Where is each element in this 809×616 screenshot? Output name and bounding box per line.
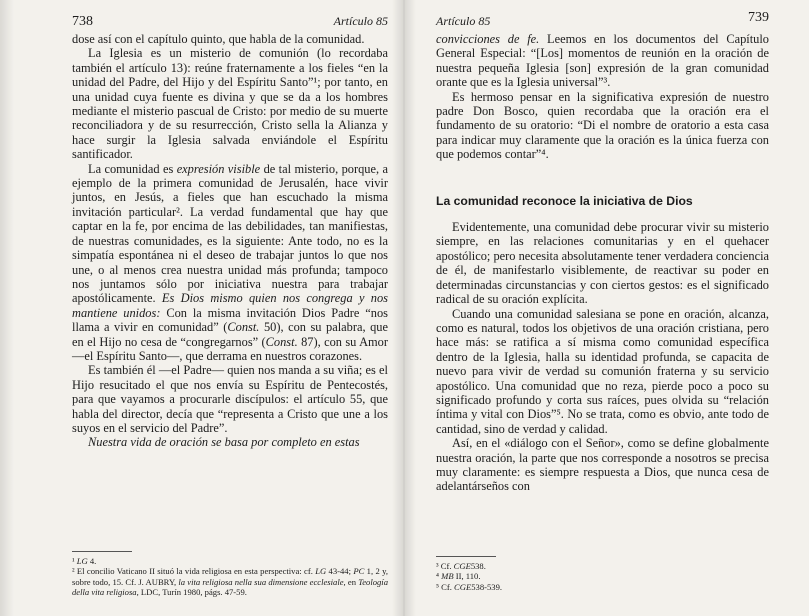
right-page <box>404 0 809 616</box>
paragraph: Evidentemente, una comunidad debe procurar vivir su misterio siempre, en las relaciones comunitarias y en el quehacer apostólico; pero necesita absolutamente tener verdadera conciencia de él, de manifestarlo visiblemente, de reactivar su poder en determinadas circunstancias y con ciertos gestos: es el significado radical de su oración explícita. <box>436 220 770 307</box>
paragraph: Así, en el «diálogo con el Señor», como se define globalmente nuestra oración, la parte que nos corresponde a nosotros se precisa muy claramente: es siempre respuesta a Dios, que nunca cesa de adelantárseños con <box>436 436 769 494</box>
work-title: la vita religiosa nella sua dimensione ecclesiale <box>178 576 344 587</box>
text-run: de tal misterio, porque, a ejemplo de la primera comunidad de Jerusalén, hace vivir juntos, en Jesús, a fieles que han escuchado la misma invitación particular². La verdad fundamental que hay que captar en la fe, por encima de las debilidades, tan manifiestas, de nuestras comunidades, es la siguiente: Ante todo, no es la simpatía espontánea ni el deseo de trabajar juntos lo que nos une, o al menos crea nuestra unidad más profunda; tampoco nos juntamos sólo por iniciativa nuestra para trabajar apostólicamente. <box>72 161 388 306</box>
footnote-divider <box>436 556 496 557</box>
text-run: 87), con su Amor —el Espíritu Santo—, que derrama en nuestros corazones. <box>72 334 388 363</box>
citation: PC <box>353 566 365 577</box>
footnote-mark: ¹ <box>72 556 75 566</box>
left-footnotes <box>72 551 388 598</box>
footnote <box>436 571 769 581</box>
text-run: La comunidad es <box>88 161 177 176</box>
text-run: Leemos en los documentos del Capítulo General Especial: “[Los] momentos de reunión en la oración de nuestra pequeña Iglesia [son] expresión de la gran comunidad orante que es la Iglesia universal”³. <box>436 32 769 90</box>
footnote-mark: ³ <box>436 561 439 571</box>
left-running-head <box>72 10 388 32</box>
paragraph: dose así con el capítulo quinto, que habla de la comunidad. <box>72 32 365 46</box>
footnote-text: Cf. <box>439 581 455 592</box>
footnote-text: Cf. <box>438 561 454 571</box>
footnote <box>72 566 388 597</box>
paragraph: Cuando una comunidad salesiana se pone en oración, alcanza, como es natural, todos los objetivos de una oración cristiana, pero hace más: se ratifica a sí misma como comunidad específica dentro de la Iglesia, halla su identidad profunda, se capacita de nuevo para vivir de verdad su comunión fraterna y su servicio apostólico. Una comunidad que no reza, pierde poco a poco su significado profundo y corta sus raíces, pues olvida su “relación íntima y vital con Dios”⁵. No se trata, como es obvio, ante todo de cantidad, sino de verdad y calidad. <box>436 306 769 436</box>
footnote-text: , LDC, Turín 1980, págs. 47-59. <box>136 587 247 598</box>
work-title: Teología della vita religiosa <box>72 576 388 598</box>
right-page-number: 739 <box>748 10 769 25</box>
footnote-text: El concilio Vaticano II situó la vida religiosa en esta perspectiva: cf. <box>74 566 316 577</box>
footnote-divider <box>72 551 132 552</box>
paragraph <box>72 162 388 364</box>
paragraph: Es también él —el Padre— quien nos manda a su viña; es el Hijo resucitado el que nos envía su Espíritu de Pentecostés, para que vayamos a procurarle discípulos: el artículo 55, que habla del director, decía que “representa a Cristo que une a los suyos en el servicio del Padre”. <box>72 363 388 435</box>
section-heading: La comunidad reconoce la iniciativa de Dios <box>436 193 693 208</box>
footnote-text: 4. <box>87 556 97 566</box>
footnote <box>436 561 769 571</box>
footnote <box>72 556 388 566</box>
emphasis: expresión visible <box>176 161 261 176</box>
citation: CGE <box>454 581 472 592</box>
citation: LG <box>315 566 327 577</box>
paragraph <box>436 32 769 90</box>
footnote-text: 1, 2 y, sobre todo, 15. Cf. J. AUBRY, <box>72 566 389 587</box>
citation: MB <box>441 571 454 582</box>
footnote-mark: ⁴ <box>436 571 439 582</box>
footnote <box>436 582 769 592</box>
citation: Const. <box>265 334 298 349</box>
paragraph: La Iglesia es un misterio de comunión (lo recordaba también el artículo 13): reúne fraternamente a los fieles “en la unidad del Padre, del Hijo y del Espíritu Santo”¹; por tanto, en una unidad cuya fuente es divina y que se da a los hombres mediante el misterio pascual de Cristo: por medio de su muerte reconciliadora y de su resurrección, Cristo sella la Alianza y hace surgir la Iglesia salvada enviándole el Espíritu santificador. <box>72 46 388 162</box>
paragraph <box>72 435 388 449</box>
text-run: Con la misma invitación Dios Padre “nos llama a vivir en comunidad” ( <box>72 305 388 335</box>
emphasis: convicciones de fe. <box>436 32 540 46</box>
footnote-mark: ⁵ <box>436 581 439 592</box>
paragraph: Es hermoso pensar en la significativa expresión de nuestro padre Don Bosco, quien recordaba que la oración era el fundamento de su oratorio: “Di el nombre de oratorio a esta casa para indicar muy claramente que la oración es la única fuerza con que podemos contar”⁴. <box>436 89 769 162</box>
citation: CGE <box>453 561 471 571</box>
left-running-title: Artículo 85 <box>333 14 388 28</box>
text-run: 50), con su palabra, que en el Hijo no cesa de “congregarnos” ( <box>72 320 388 349</box>
citation: Const. <box>227 320 260 335</box>
left-body-text <box>72 32 388 450</box>
right-running-title: Artículo 85 <box>436 14 491 28</box>
left-page <box>0 0 404 616</box>
footnote-text: , en <box>343 576 359 587</box>
right-running-head <box>436 10 769 32</box>
footnote-text: 538. <box>470 561 486 571</box>
right-footnotes <box>436 556 769 592</box>
emphasis: Es Dios mismo quien nos congrega y nos mantiene unidos: <box>72 291 388 320</box>
right-body-text <box>436 32 769 494</box>
footnote-mark: ² <box>72 566 75 577</box>
left-page-number: 738 <box>72 14 93 29</box>
citation: LG <box>76 556 88 566</box>
footnote-text: 538-539. <box>471 581 503 592</box>
footnote-text: II, 110. <box>455 571 481 582</box>
footnote-text: 43-44; <box>326 566 354 577</box>
emphasis: Nuestra vida de oración se basa por completo en estas <box>88 435 360 450</box>
